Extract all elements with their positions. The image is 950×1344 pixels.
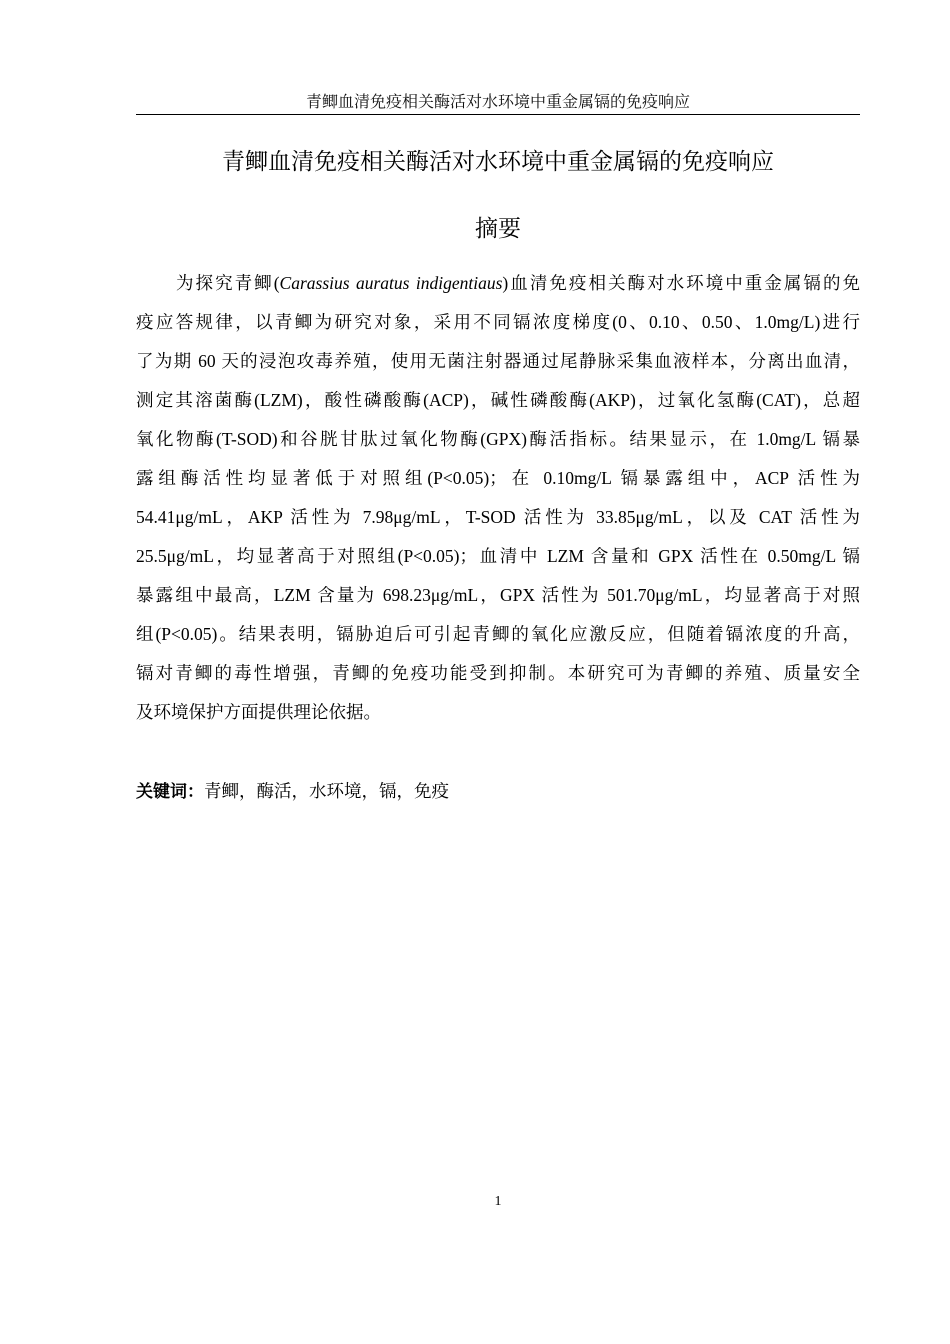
keywords (136, 772, 860, 812)
abstract-body (136, 264, 860, 732)
abstract-line: 组(P<0.05)。结果表明，镉胁迫后可引起青鲫的氧化应激反应，但随着镉浓度的升高， (136, 624, 860, 644)
document-title: 青鲫血清免疫相关酶活对水环境中重金属镉的免疫响应 (222, 149, 774, 175)
abstract-text-segment: 为探究青鲫( (176, 273, 280, 293)
keywords-text: 青鲫，酶活，水环境，镉，免疫 (204, 781, 449, 801)
species-name: Carassius auratus indigentiaus (279, 273, 503, 293)
abstract-line: 了为期 60 天的浸泡攻毒养殖，使用无菌注射器通过尾静脉采集血液样本，分离出血清， (136, 351, 860, 371)
abstract-text-segment: )血清免疫相关酶对水环境中重金属镉的免 (502, 273, 861, 293)
abstract-line: 25.5μg/mL，均显著高于对照组(P<0.05)；血清中 LZM 含量和 GPX 活性在 0.50mg/L 镉 (136, 546, 860, 566)
abstract-line: 露组酶活性均显著低于对照组(P<0.05)；在 0.10mg/L 镉暴露组中，ACP 活性为 (136, 468, 860, 488)
abstract-line: 镉对青鲫的毒性增强，青鲫的免疫功能受到抑制。本研究可为青鲫的养殖、质量安全 (136, 663, 860, 683)
keywords-label: 关键词： (136, 782, 204, 802)
abstract-line: 疫应答规律，以青鲫为研究对象，采用不同镉浓度梯度(0、0.10、0.50、1.0mg/L)进行 (136, 312, 860, 332)
abstract-line: 测定其溶菌酶(LZM)，酸性磷酸酶(ACP)，碱性磷酸酶(AKP)，过氧化氢酶(CAT)，总超 (136, 390, 860, 410)
abstract-heading: 摘要 (475, 216, 521, 242)
abstract-line (136, 264, 860, 303)
abstract-line: 及环境保护方面提供理论依据。 (136, 702, 381, 722)
running-header: 青鲫血清免疫相关酶活对水环境中重金属镉的免疫响应 (136, 92, 860, 115)
page-number: 1 (494, 1194, 502, 1209)
abstract-line: 暴露组中最高，LZM 含量为 698.23μg/mL，GPX 活性为 501.70μg/mL，均显著高于对照 (136, 585, 860, 605)
abstract-line: 氧化物酶(T-SOD)和谷胱甘肽过氧化物酶(GPX)酶活指标。结果显示，在 1.0mg/L 镉暴 (136, 429, 860, 449)
abstract-line: 54.41μg/mL，AKP 活性为 7.98μg/mL，T-SOD 活性为 33.85μg/mL，以及 CAT 活性为 (136, 507, 860, 527)
